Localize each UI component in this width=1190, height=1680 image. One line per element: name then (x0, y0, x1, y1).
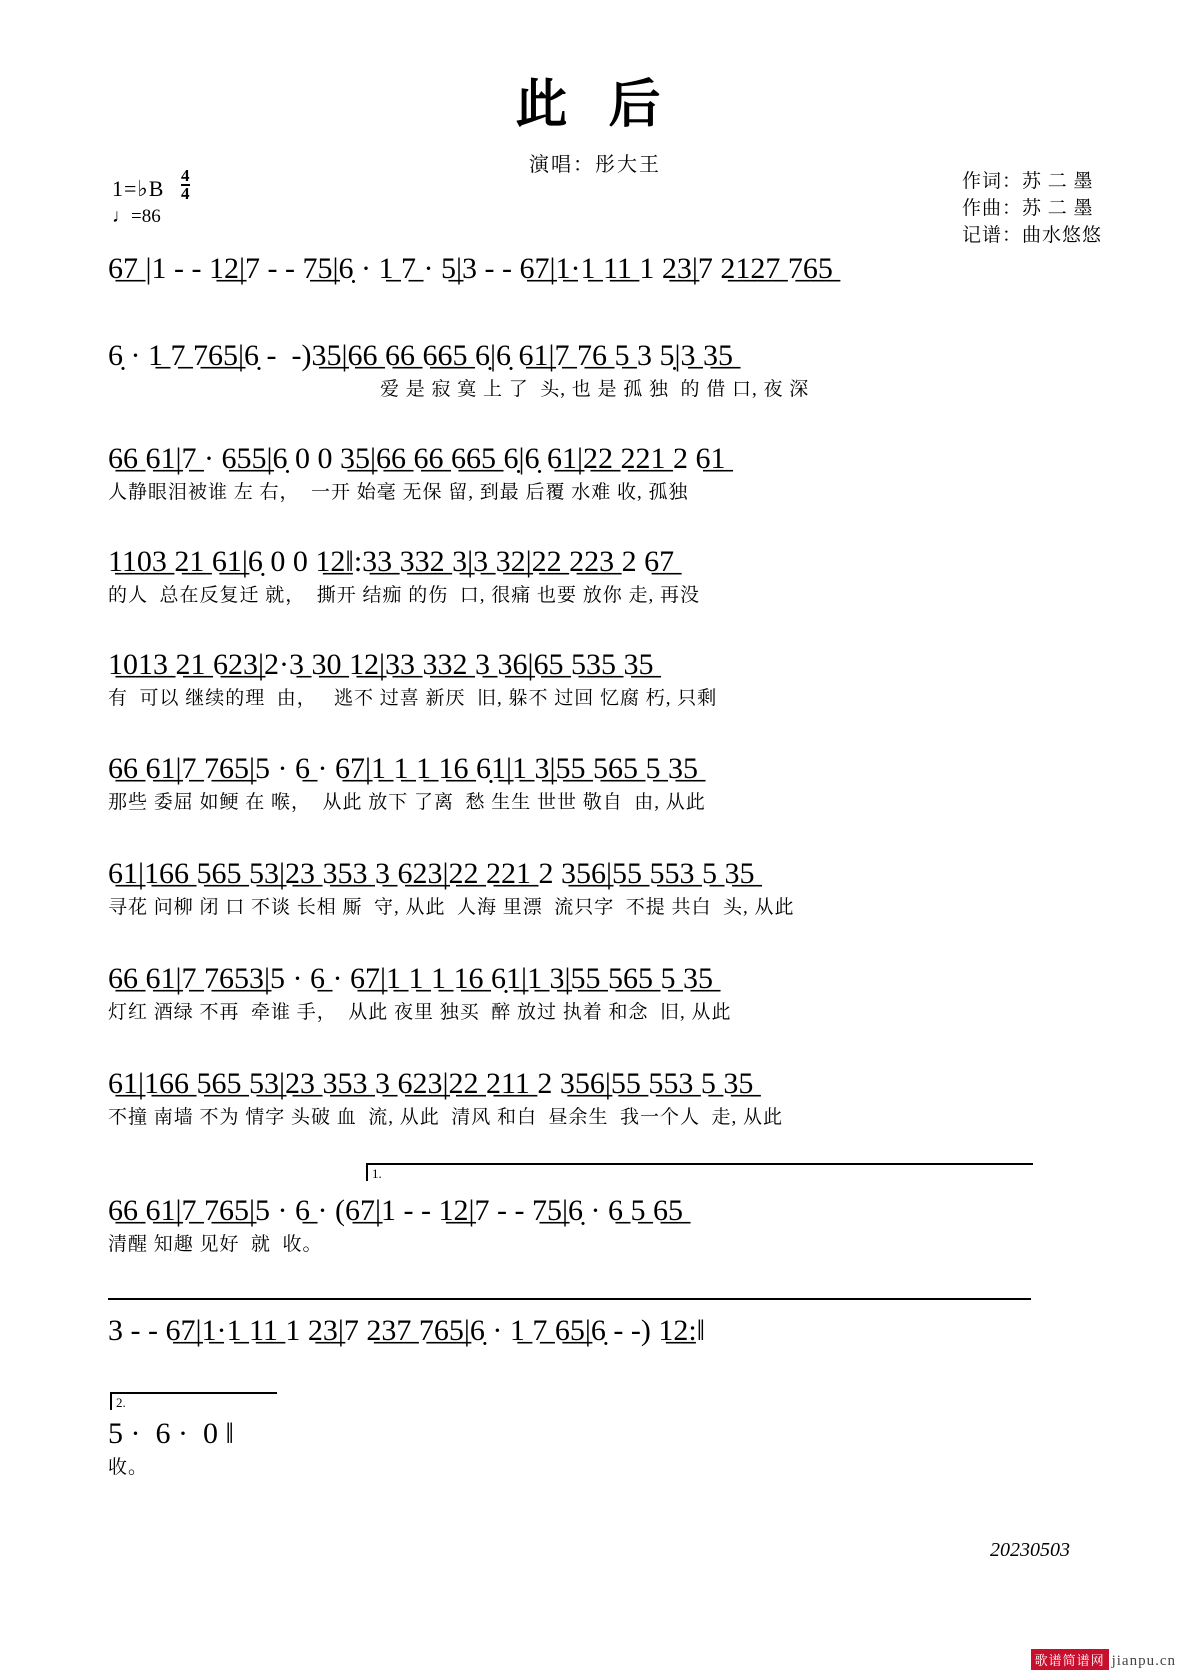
music-system-1 (0, 250, 1190, 290)
volta-bracket-1 (366, 1163, 1033, 1181)
lyrics-line: 收。 (108, 1457, 149, 1478)
notation-line: 6̲1̲|1̲6̲6̲ 5̲6̲5̲ 5̲3̲|2̲3̲ 3̲5̲3̲ 3̲ 6̲2̲3̲|2̲2̲ 2̲1̲1̲ 2 3̲5̲6̲|5̲5̲ 5̲5̲3̲ 5̲ 3̲5̲ (108, 1067, 754, 1100)
lyrics-line: 清醒 知趣 见好 就 收。 (108, 1234, 323, 1255)
time-signature (181, 168, 191, 202)
music-system-8 (0, 960, 1190, 1026)
key-signature (112, 168, 190, 202)
notation-line: 6̲6̲ 6̲1̲|7̲ 7̲6̲5̲|5 · 6̲ · 6̲7̲|1̲ 1̲ 1̲ 1̲6̲ 6̣1̲|1̲ 3̲|5̲5̲ 5̲6̲5̲ 5̲ 3̲5̲ (108, 752, 699, 785)
key-signature-text: 1=♭B (112, 176, 165, 202)
page-title: 此 后 (515, 77, 675, 134)
music-system-3 (0, 440, 1190, 506)
singer-line: 演唱：彤大王 (529, 154, 661, 176)
tempo-marking: ♩=86 (112, 206, 161, 227)
notation-line: 6̲6̲ 6̲1̲|7̲ 7̲6̲5̲3̲|5 · 6̲ · 6̲7̲|1̲ 1̲ 1̲ 1̲6̲ 6̣1̲|1̲ 3̲|5̲5̲ 5̲6̲5̲ 5̲ 3̲5̲ (108, 962, 714, 995)
music-system-2 (0, 337, 1190, 403)
music-system-9 (0, 1065, 1190, 1131)
credit-composer: 作曲：苏 二 墨 (961, 198, 1094, 219)
time-signature-denominator: 4 (180, 184, 191, 204)
music-system-6 (0, 750, 1190, 816)
notation-line: 6̲6̲ 6̲1̲|7̲ 7̲6̲5̲|5 · 6̲ · (6̲7̲|1 - - 1̲2̲|7 - - 7̲5̲|6̣ · 6̲ 5̲ 6̲5̲ (108, 1194, 683, 1227)
credit-lyricist: 作词：苏 二 墨 (961, 171, 1094, 192)
music-system-10 (0, 1192, 1190, 1258)
notation-line: 6̲7̲ |1 - - 1̲2̲|7 - - 7̲5̲|6̣ · 1̲ 7̲ · 5̲|3 - - 6̲7̲|1̲·1̲ 1̲1̲ 1 2̲3̲|7 2̲1̲2̲7̲ 7̲6̲5̲ (108, 252, 833, 285)
music-system-11 (0, 1312, 1190, 1352)
music-system-12 (0, 1415, 1190, 1481)
lyrics-line: 有 可以 继续的理 由， 逃不 过喜 新厌 旧, 躲不 过回 忆腐 朽, 只剩 (108, 688, 718, 709)
notation-line: 1̲1̲0̲3̲ 2̲1̲ 6̲1̲|6̣ 0 0 1̲2̲‖:3̲3̲ 3̲3̲2̲ 3̲|3̲ 3̲2̲|2̲2̲ 2̲2̲3̲ 2 6̲7̲ (108, 545, 675, 578)
lyrics-line: 不撞 南墙 不为 情字 头破 血 流, 从此 清风 和白 昼余生 我一个人 走, 从此 (108, 1107, 784, 1128)
notation-line: 1̲0̲1̲3̲ 2̲1̲ 6̲2̲3̲|2·3̲ 3̲0̲ 1̲2̲|3̲3̲ 3̲3̲2̲ 3̲ 3̲6̲|6̲5̲ 5̲3̲5̲ 3̲5̲ (108, 648, 654, 681)
notation-line: 5 · 6 · 0 ‖ (108, 1417, 234, 1450)
lyrics-line: 寻花 问柳 闭 口 不谈 长相 厮 守, 从此 人海 里漂 流只字 不提 共白 头, 从此 (108, 897, 795, 918)
notation-line: 6̣ · 1̲ 7̲ 7̲6̲5̲|6̣ - -)3̲5̲|6̲6̲ 6̲6̲ 6̲6̲5̲ 6̣|6̣ 6̲1̲|7̲ 7̲6̲ 5̲ 3 5̣|3̲ 3̲5̲ (108, 339, 733, 372)
watermark-url: jianpu.cn (1111, 1653, 1176, 1669)
lyrics-line: 灯红 酒绿 不再 牵谁 手， 从此 夜里 独买 醉 放过 执着 和念 旧, 从此 (108, 1002, 732, 1023)
lyrics-line: 爱 是 寂 寞 上 了 头, 也 是 孤 独 的 借 口, 夜 深 (380, 379, 810, 400)
notation-line: 6̲1̲|1̲6̲6̲ 5̲6̲5̲ 5̲3̲|2̲3̲ 3̲5̲3̲ 3̲ 6̲2̲3̲|2̲2̲ 2̲2̲1̲ 2 3̲5̲6̲|5̲5̲ 5̲5̲3̲ 5̲ 3̲5̲ (108, 857, 755, 890)
credit-transcriber: 记谱：曲水悠悠 (961, 225, 1102, 246)
music-system-7 (0, 855, 1190, 921)
time-signature-numerator: 4 (180, 166, 191, 185)
site-watermark (1031, 1649, 1176, 1670)
music-system-4 (0, 543, 1190, 609)
volta-label: 2. (116, 1395, 126, 1410)
lyrics-line: 人静眼泪被谁 左 右， 一开 始毫 无保 留, 到最 后覆 水难 收, 孤独 (108, 482, 689, 503)
watermark-badge: 歌谱简谱网 (1031, 1649, 1109, 1670)
volta-bracket-2 (110, 1392, 277, 1410)
music-system-5 (0, 646, 1190, 712)
date-stamp: 20230503 (990, 1539, 1070, 1561)
credits-block (962, 168, 1102, 249)
lyrics-line: 那些 委屈 如鲠 在 喉， 从此 放下 了离 愁 生生 世世 敬自 由, 从此 (108, 792, 706, 813)
notation-line: 6̲6̲ 6̲1̲|7̲ · 6̲5̲5̲|6̣ 0 0 3̲5̲|6̲6̲ 6̲6̲ 6̲6̲5̲ 6̣|6̣ 6̲1̲|2̲2̲ 2̲2̲1̲ 2 6̲1̲ (108, 442, 726, 475)
volta-label: 1. (372, 1166, 382, 1181)
notation-line: 3 - - 6̲7̲|1̲·1̲ 1̲1̲ 1 2̲3̲|7 2̲3̲7̲ 7̲6̲5̲|6̣ · 1̲ 7̲ 6̲5̲|6̣ - -) 1̲2̲:‖ (108, 1314, 706, 1347)
volta-continuation-line (108, 1298, 1031, 1300)
lyrics-line: 的人 总在反复迁 就， 撕开 结痂 的伤 口, 很痛 也要 放你 走, 再没 (108, 585, 701, 606)
